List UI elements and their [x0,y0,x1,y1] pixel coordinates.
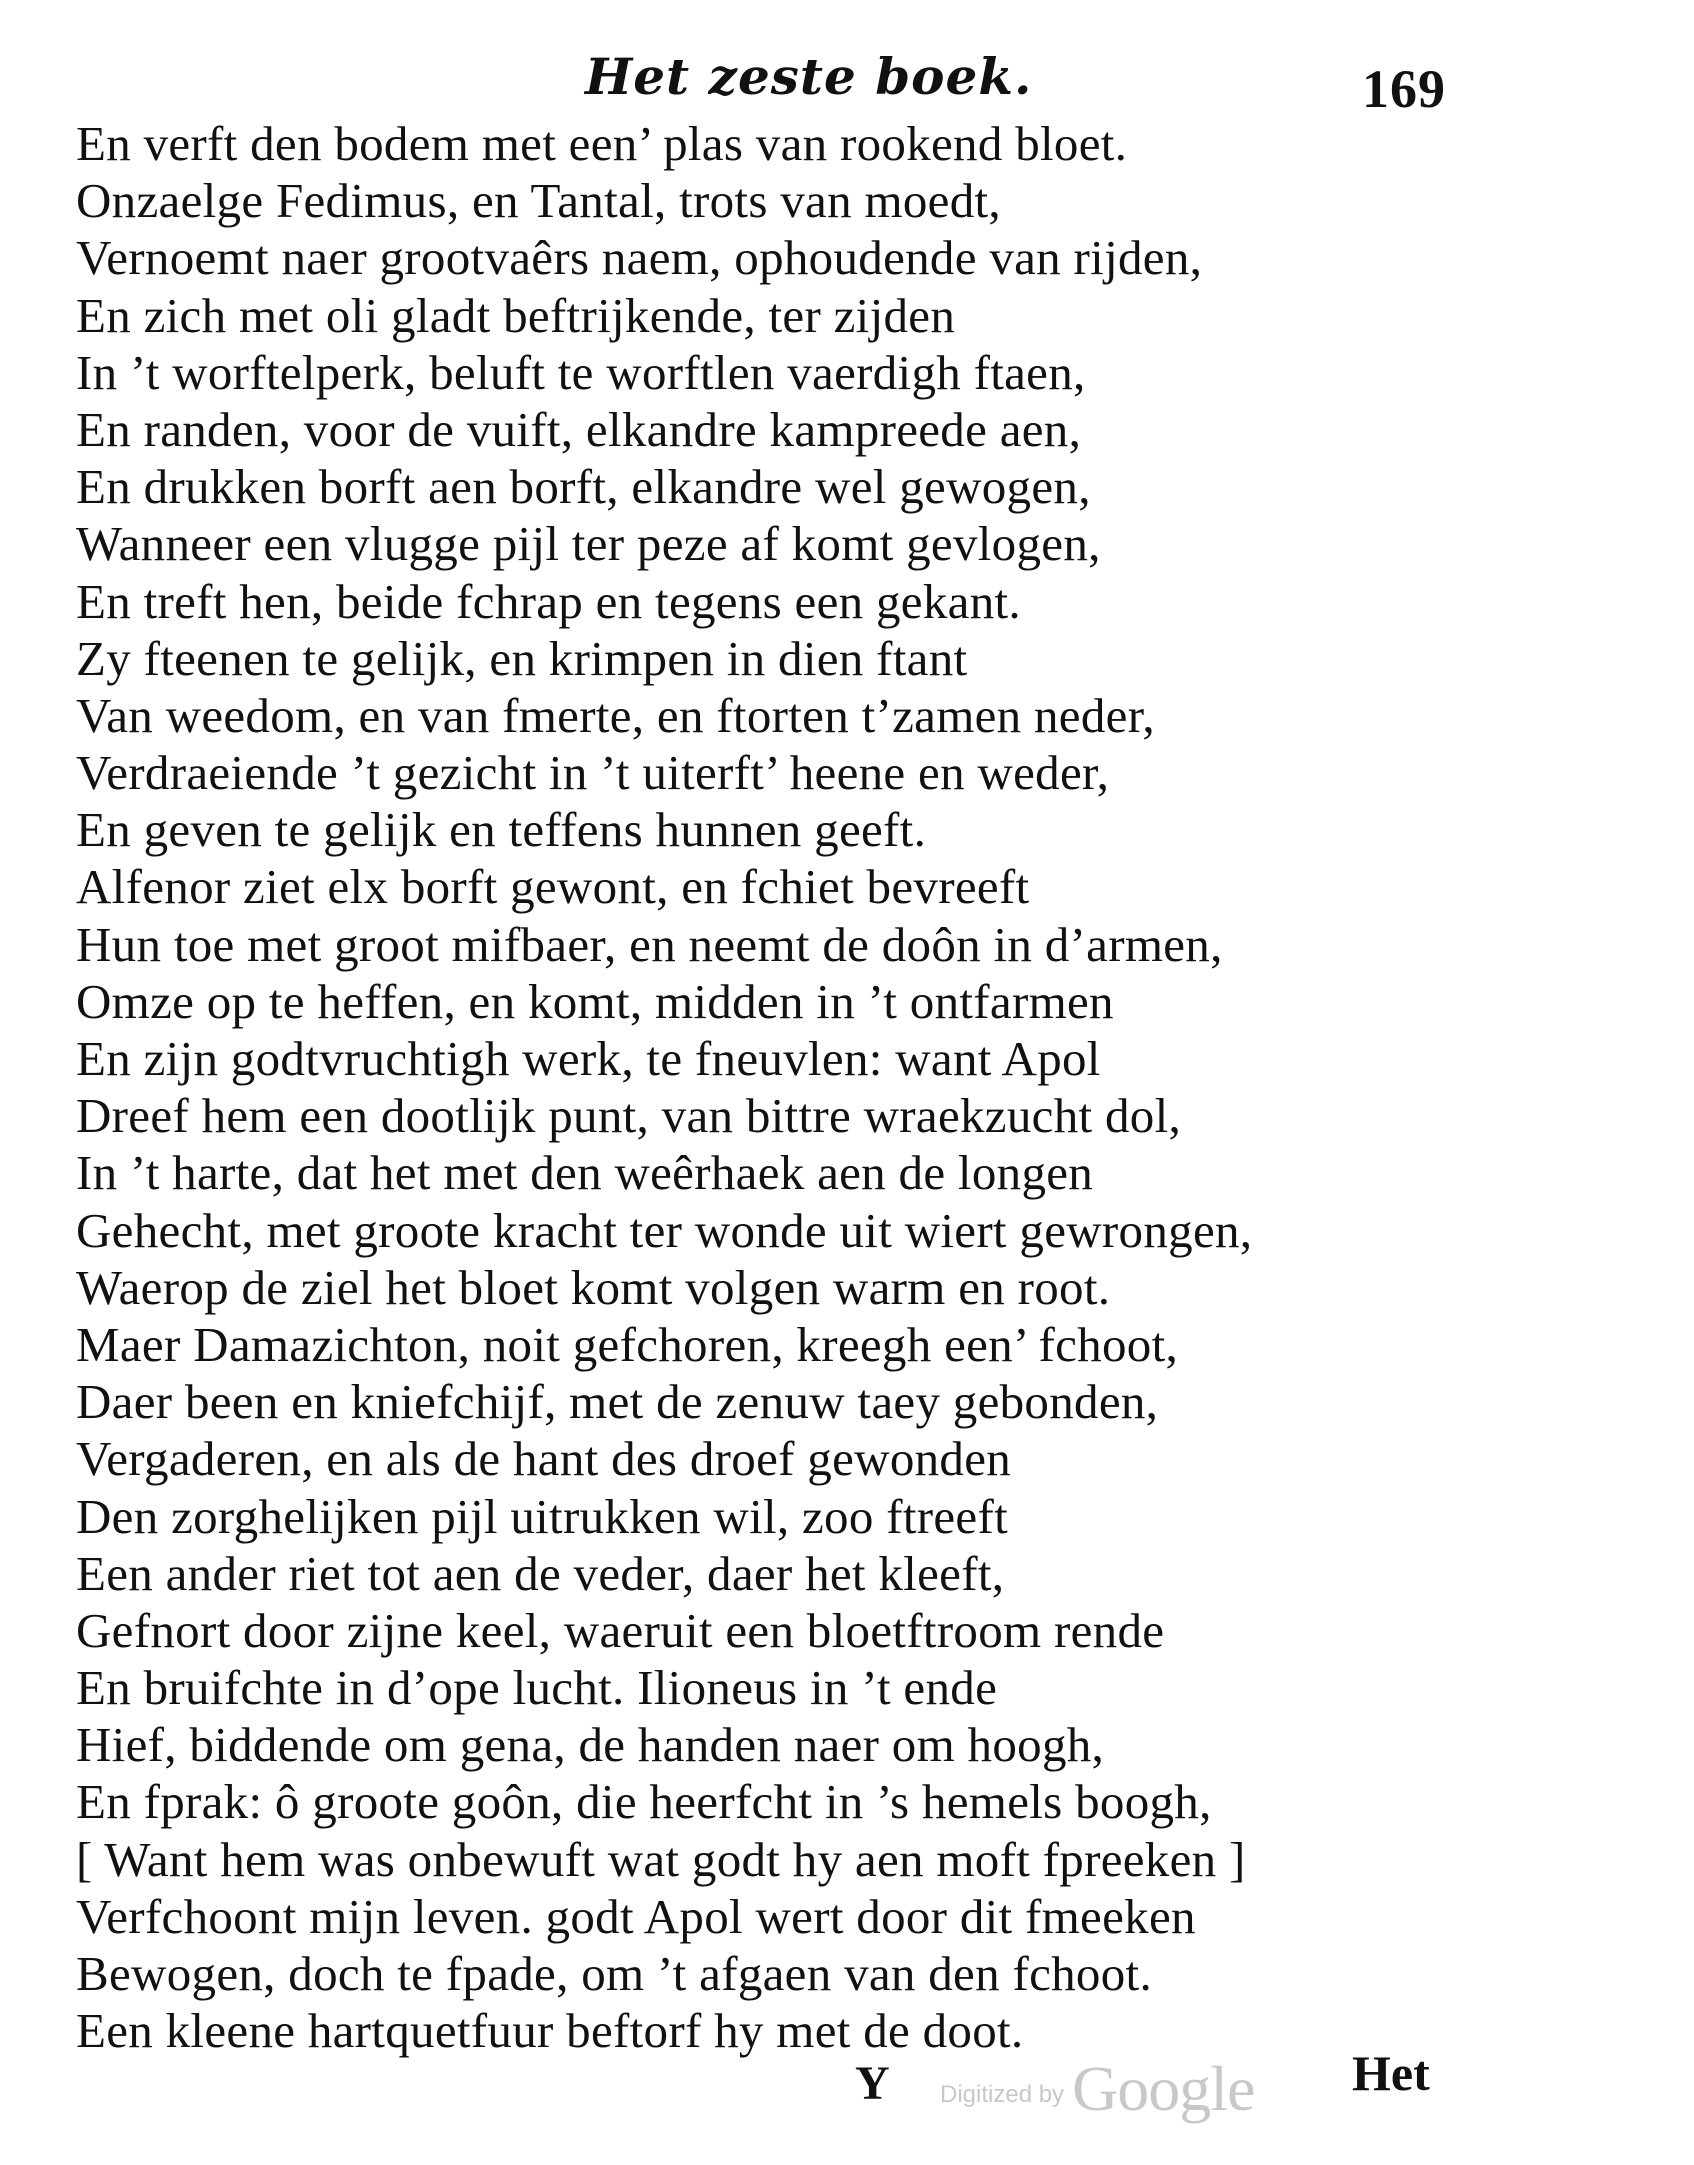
catchword: Het [1352,2045,1430,2101]
poem-line: En zich met oli gladt beftrijkende, ter zijden [76,287,956,343]
poem-line: En geven te gelijk en teffens hunnen geeft. [76,802,927,858]
poem-line: Alfenor ziet elx borft gewont, en fchiet bevreeft [76,859,1030,915]
poem-line: Waerop de ziel het bloet komt volgen warm en root. [76,1259,1111,1315]
poem-line: Maer Damazichton, noit gefchoren, kreegh een’ fchoot, [76,1316,1179,1372]
poem-line: Verfchoont mijn leven. godt Apol wert door dit fmeeken [76,1888,1196,1944]
poem-line: Daer been en kniefchijf, met de zenuw taey gebonden, [76,1374,1159,1430]
poem-line: Hief, biddende om gena, de handen naer om hoogh, [76,1717,1105,1773]
poem-line: Hun toe met groot mifbaer, en neemt de doôn in d’armen, [76,916,1223,972]
running-title: Het zeste boek. [585,47,1033,106]
poem-line: Een ander riet tot aen de veder, daer het kleeft, [76,1545,1005,1601]
poem-line: In ’t harte, dat het met den weêrhaek aen de longen [76,1145,1094,1201]
poem-line: En randen, voor de vuift, elkandre kampreede aen, [76,401,1082,457]
poem-line: [ Want hem was onbewuft wat godt hy aen moft fpreeken ] [76,1831,1246,1887]
digitization-watermark [940,2052,1254,2126]
watermark-brand: Google [1072,2053,1255,2124]
poem-line: En fprak: ô groote goôn, die heerfcht in ’s hemels boogh, [76,1774,1212,1830]
poem-line: Gehecht, met groote kracht ter wonde uit wiert gewrongen, [76,1202,1253,1258]
poem-line: En treft hen, beide fchrap en tegens een gekant. [76,573,1021,629]
poem-line: Gefnort door zijne keel, waeruit een bloetftroom rende [76,1602,1165,1658]
poem-line: Den zorghelijken pijl uitrukken wil, zoo ftreeft [76,1488,1008,1544]
poem-line: Dreef hem een dootlijk punt, van bittre wraekzucht dol, [76,1088,1182,1144]
poem-line: Omze op te heffen, en komt, midden in ’t ontfarmen [76,973,1114,1029]
poem-line: En zijn godtvruchtigh werk, te fneuvlen: want Apol [76,1031,1101,1086]
watermark-prefix: Digitized by [940,2081,1065,2108]
poem-line: Vergaderen, en als de hant des droef gewonden [76,1431,1012,1487]
poem-line: Wanneer een vlugge pijl ter peze af komt gevlogen, [76,516,1101,572]
poem-line: En drukken borft aen borft, elkandre wel gewogen, [76,459,1091,515]
poem-line: En verft den bodem met een’ plas van rookend bloet. [76,116,1128,171]
poem-line: Verdraeiende ’t gezicht in ’t uiterft’ heene en weder, [76,745,1110,801]
poem-line: Bewogen, doch te fpade, om ’t afgaen van den fchoot. [76,1946,1152,2001]
poem-line: Zy fteenen te gelijk, en krimpen in dien ftant [76,630,968,686]
poem-line: Een kleene hartquetfuur beftorf hy met de doot. [76,2003,1024,2059]
page-number: 169 [1362,59,1446,119]
poem-line: Vernoemt naer grootvaêrs naem, ophoudende van rijden, [76,230,1203,286]
signature-mark: Y [855,2057,890,2110]
poem-line: Onzaelge Fedimus, en Tantal, trots van moedt, [76,173,1001,229]
poem-line: In ’t worftelperk, beluft te worftlen vaerdigh ftaen, [76,344,1086,400]
poem-line: Van weedom, en van fmerte, en ftorten t’zamen neder, [76,687,1155,743]
poem-text [76,115,1476,2059]
poem-line: En bruifchte in d’ope lucht. Ilioneus in ’t ende [76,1660,998,1716]
